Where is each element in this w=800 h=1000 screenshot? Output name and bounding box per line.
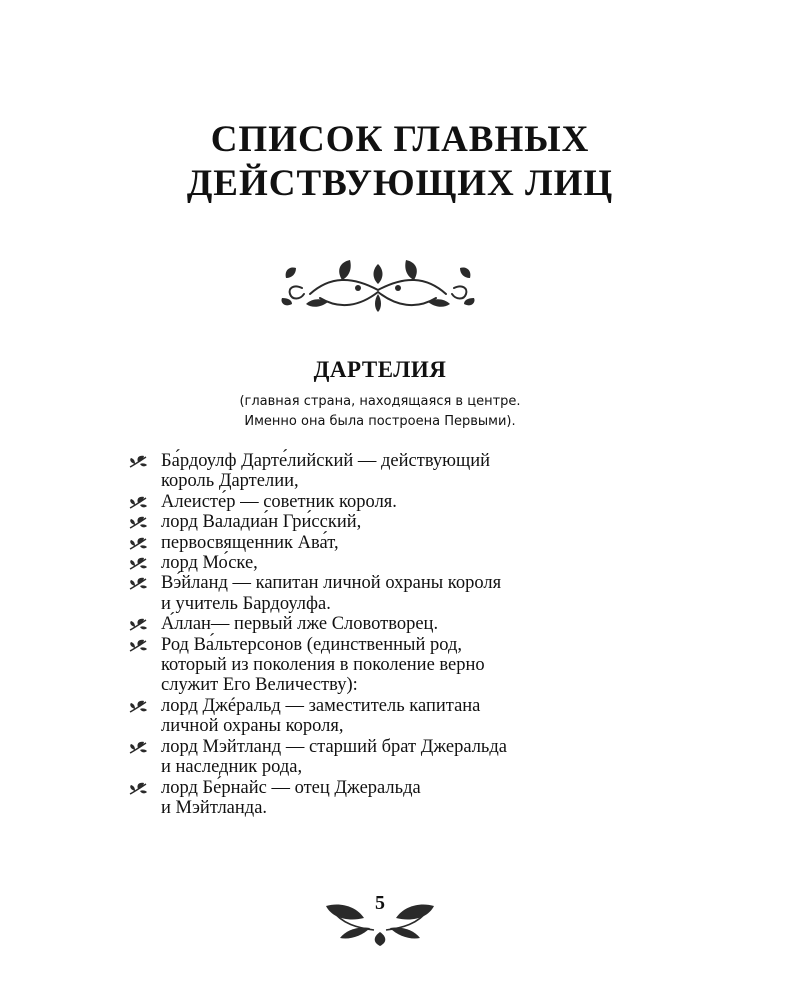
character-text: и учитель Бардоулфа. (161, 593, 331, 614)
character-list-line (128, 757, 648, 777)
character-text: лорд Джéральд — заместитель капитана (161, 695, 481, 716)
page-title (0, 118, 770, 206)
character-text: лорд Валадиа́н Гри́сский, (161, 512, 362, 533)
leaf-bullet-icon (128, 454, 148, 468)
leaf-bullet-icon (128, 536, 148, 550)
leaf-bullet-icon (128, 781, 148, 795)
character-list-line (128, 451, 648, 471)
character-text: лорд Бе́рнайс — отец Джеральда (161, 777, 421, 798)
character-text: король Дартелии, (161, 471, 299, 492)
character-text: Ба́рдоулф Дарте́лийский — действующий (161, 451, 491, 471)
character-text: Алеисте́р — советник короля. (161, 491, 397, 512)
section-note-line-2: Именно она была построена Первыми). (244, 414, 516, 429)
character-list-line (128, 778, 648, 798)
floral-ornament-icon (280, 258, 476, 316)
character-text: который из поколения в поколение верно (161, 655, 485, 676)
character-list-line (128, 471, 648, 491)
character-text: первосвященник Ава́т, (161, 532, 339, 553)
leaf-bullet-icon (128, 495, 148, 509)
character-text: Род Ва́льтерсонов (единственный род, (161, 634, 463, 655)
leaf-bullet-icon (128, 638, 148, 652)
character-list-line (128, 594, 648, 614)
section-note (0, 392, 760, 432)
character-list-line (128, 614, 648, 634)
leaf-bullet-icon (128, 515, 148, 529)
character-list-line (128, 512, 648, 532)
character-list-line (128, 553, 648, 573)
character-text: Вэ́йланд — капитан личной охраны короля (161, 573, 502, 594)
character-list-line (128, 573, 648, 593)
character-list (128, 451, 648, 818)
character-list-line (128, 675, 648, 695)
leaf-bullet-icon (128, 617, 148, 631)
leaf-bullet-icon (128, 556, 148, 570)
character-list-line (128, 635, 648, 655)
character-list-line (128, 737, 648, 757)
page-footer (318, 888, 442, 948)
character-text: и Мэйтланда. (161, 797, 268, 818)
character-list-line (128, 492, 648, 512)
leaf-bullet-icon (128, 740, 148, 754)
character-text: личной охраны короля, (161, 716, 344, 737)
title-line-1: СПИСОК ГЛАВНЫХ (210, 119, 590, 160)
character-text: лорд Мо́ске, (161, 553, 258, 574)
character-text: А́ллан— первый лже Словотворец. (161, 614, 439, 635)
page-number: 5 (375, 892, 385, 914)
section-note-line-1: (главная страна, находящаяся в центре. (239, 394, 521, 409)
character-list-line (128, 716, 648, 736)
character-list-line (128, 696, 648, 716)
section-heading: ДАРТЕЛИЯ (313, 357, 447, 382)
character-text: лорд Мэйтланд — старший брат Джеральда (161, 736, 507, 757)
character-text: и наследник рода, (161, 757, 303, 778)
leaf-bullet-icon (128, 576, 148, 590)
character-list-line (128, 798, 648, 818)
character-list-line (128, 655, 648, 675)
character-text: служит Его Величеству): (161, 675, 358, 696)
title-line-2: ДЕЙСТВУЮЩИХ ЛИЦ (186, 163, 614, 204)
character-list-line (128, 533, 648, 553)
leaf-bullet-icon (128, 699, 148, 713)
